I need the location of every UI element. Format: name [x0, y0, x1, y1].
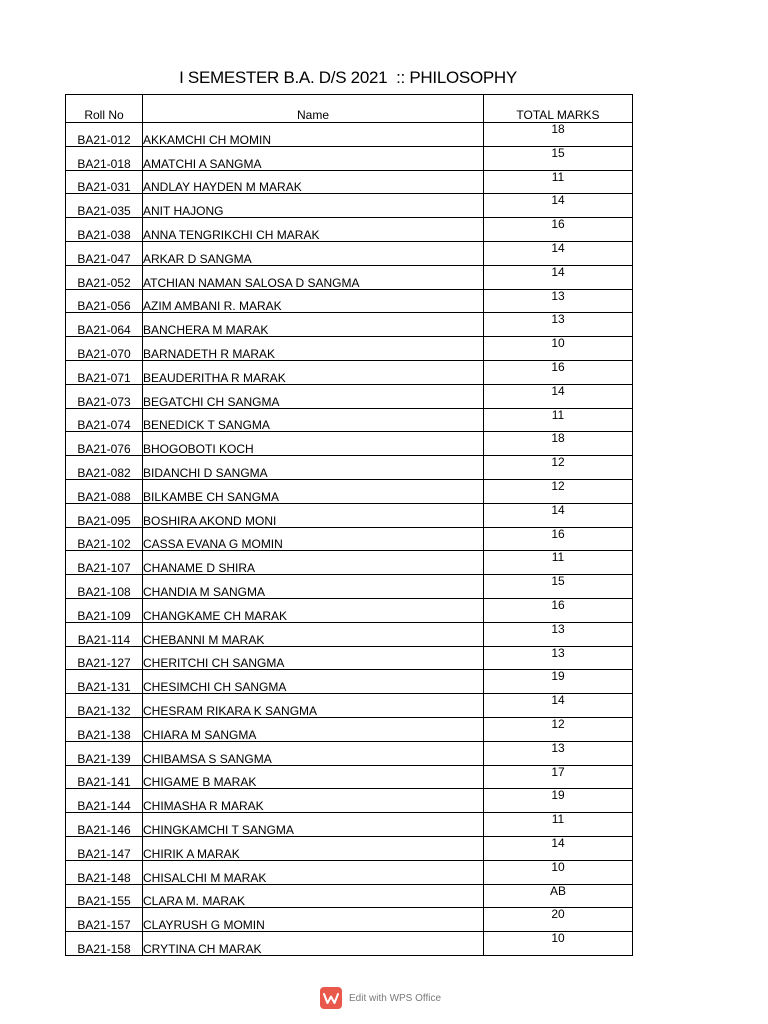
table-row [66, 908, 633, 932]
roll-no-cell: BA21-146 [66, 813, 143, 837]
table-row [66, 575, 633, 599]
total-marks-cell: AB [484, 884, 633, 908]
name-cell: BHOGOBOTI KOCH [143, 432, 484, 456]
column-header-total-marks: TOTAL MARKS [484, 95, 633, 123]
name-cell: CHIRIK A MARAK [143, 836, 484, 860]
table-row [66, 218, 633, 242]
name-cell: AZIM AMBANI R. MARAK [143, 289, 484, 313]
name-cell: CHISALCHI M MARAK [143, 860, 484, 884]
wps-office-badge[interactable] [320, 987, 441, 1009]
name-cell: CLARA M. MARAK [143, 884, 484, 908]
name-cell: CLAYRUSH G MOMIN [143, 908, 484, 932]
table-header-row [66, 95, 633, 123]
name-cell: BEAUDERITHA R MARAK [143, 360, 484, 384]
total-marks-cell: 18 [484, 123, 633, 147]
roll-no-cell: BA21-095 [66, 503, 143, 527]
name-cell: CASSA EVANA G MOMIN [143, 527, 484, 551]
roll-no-cell: BA21-018 [66, 146, 143, 170]
total-marks-cell: 10 [484, 860, 633, 884]
total-marks-cell: 16 [484, 360, 633, 384]
roll-no-cell: BA21-108 [66, 575, 143, 599]
total-marks-cell: 15 [484, 575, 633, 599]
total-marks-cell: 11 [484, 551, 633, 575]
name-cell: CHESIMCHI CH SANGMA [143, 670, 484, 694]
name-cell: ANDLAY HAYDEN M MARAK [143, 170, 484, 194]
roll-no-cell: BA21-056 [66, 289, 143, 313]
column-header-name: Name [143, 95, 484, 123]
table-row [66, 123, 633, 147]
table-row [66, 813, 633, 837]
table-row [66, 884, 633, 908]
name-cell: ARKAR D SANGMA [143, 241, 484, 265]
name-cell: CHANGKAME CH MARAK [143, 598, 484, 622]
total-marks-cell: 14 [484, 836, 633, 860]
roll-no-cell: BA21-158 [66, 932, 143, 956]
roll-no-cell: BA21-076 [66, 432, 143, 456]
name-cell: CHERITCHI CH SANGMA [143, 646, 484, 670]
name-cell: BENEDICK T SANGMA [143, 408, 484, 432]
roll-no-cell: BA21-127 [66, 646, 143, 670]
total-marks-cell: 13 [484, 622, 633, 646]
wps-office-icon [320, 987, 342, 1009]
roll-no-cell: BA21-141 [66, 765, 143, 789]
total-marks-cell: 12 [484, 479, 633, 503]
total-marks-cell: 12 [484, 717, 633, 741]
total-marks-cell: 11 [484, 408, 633, 432]
table-row [66, 289, 633, 313]
roll-no-cell: BA21-157 [66, 908, 143, 932]
roll-no-cell: BA21-047 [66, 241, 143, 265]
total-marks-cell: 16 [484, 527, 633, 551]
total-marks-cell: 20 [484, 908, 633, 932]
table-row [66, 598, 633, 622]
name-cell: AKKAMCHI CH MOMIN [143, 123, 484, 147]
total-marks-cell: 14 [484, 694, 633, 718]
total-marks-cell: 12 [484, 456, 633, 480]
total-marks-cell: 11 [484, 813, 633, 837]
roll-no-cell: BA21-074 [66, 408, 143, 432]
total-marks-cell: 13 [484, 289, 633, 313]
name-cell: BOSHIRA AKOND MONI [143, 503, 484, 527]
total-marks-cell: 14 [484, 194, 633, 218]
total-marks-cell: 13 [484, 646, 633, 670]
name-cell: CHIBAMSA S SANGMA [143, 741, 484, 765]
table-row [66, 717, 633, 741]
total-marks-cell: 11 [484, 170, 633, 194]
roll-no-cell: BA21-082 [66, 456, 143, 480]
name-cell: BIDANCHI D SANGMA [143, 456, 484, 480]
table-row [66, 384, 633, 408]
wps-office-label: Edit with WPS Office [349, 992, 442, 1004]
table-row [66, 670, 633, 694]
column-header-roll-no: Roll No [66, 95, 143, 123]
roll-no-cell: BA21-052 [66, 265, 143, 289]
roll-no-cell: BA21-073 [66, 384, 143, 408]
roll-no-cell: BA21-071 [66, 360, 143, 384]
roll-no-cell: BA21-131 [66, 670, 143, 694]
table-row [66, 408, 633, 432]
table-row [66, 789, 633, 813]
total-marks-cell: 10 [484, 337, 633, 361]
name-cell: BANCHERA M MARAK [143, 313, 484, 337]
name-cell: CHANDIA M SANGMA [143, 575, 484, 599]
total-marks-cell: 14 [484, 503, 633, 527]
name-cell: ATCHIAN NAMAN SALOSA D SANGMA [143, 265, 484, 289]
roll-no-cell: BA21-132 [66, 694, 143, 718]
table-row [66, 432, 633, 456]
table-row [66, 741, 633, 765]
roll-no-cell: BA21-155 [66, 884, 143, 908]
roll-no-cell: BA21-038 [66, 218, 143, 242]
roll-no-cell: BA21-139 [66, 741, 143, 765]
name-cell: CHIMASHA R MARAK [143, 789, 484, 813]
name-cell: CRYTINA CH MARAK [143, 932, 484, 956]
name-cell: ANNA TENGRIKCHI CH MARAK [143, 218, 484, 242]
roll-no-cell: BA21-148 [66, 860, 143, 884]
roll-no-cell: BA21-138 [66, 717, 143, 741]
table-row [66, 527, 633, 551]
table-row [66, 646, 633, 670]
name-cell: ANIT HAJONG [143, 194, 484, 218]
total-marks-cell: 16 [484, 218, 633, 242]
roll-no-cell: BA21-035 [66, 194, 143, 218]
page-title: I SEMESTER B.A. D/S 2021 :: PHILOSOPHY [179, 68, 517, 87]
table-row [66, 337, 633, 361]
name-cell: BILKAMBE CH SANGMA [143, 479, 484, 503]
total-marks-cell: 15 [484, 146, 633, 170]
total-marks-cell: 14 [484, 265, 633, 289]
roll-no-cell: BA21-114 [66, 622, 143, 646]
roll-no-cell: BA21-012 [66, 123, 143, 147]
roll-no-cell: BA21-109 [66, 598, 143, 622]
roll-no-cell: BA21-147 [66, 836, 143, 860]
roll-no-cell: BA21-031 [66, 170, 143, 194]
marks-table [65, 94, 633, 956]
roll-no-cell: BA21-064 [66, 313, 143, 337]
table-row [66, 836, 633, 860]
total-marks-cell: 10 [484, 932, 633, 956]
table-row [66, 313, 633, 337]
name-cell: CHEBANNI M MARAK [143, 622, 484, 646]
table-row [66, 456, 633, 480]
total-marks-cell: 14 [484, 384, 633, 408]
table-row [66, 479, 633, 503]
name-cell: CHINGKAMCHI T SANGMA [143, 813, 484, 837]
table-row [66, 170, 633, 194]
roll-no-cell: BA21-107 [66, 551, 143, 575]
table-row [66, 694, 633, 718]
name-cell: AMATCHI A SANGMA [143, 146, 484, 170]
total-marks-cell: 19 [484, 789, 633, 813]
wps-w-glyph [323, 993, 339, 1004]
table-row [66, 360, 633, 384]
table-row [66, 765, 633, 789]
table-row [66, 146, 633, 170]
name-cell: CHANAME D SHIRA [143, 551, 484, 575]
roll-no-cell: BA21-088 [66, 479, 143, 503]
name-cell: BEGATCHI CH SANGMA [143, 384, 484, 408]
roll-no-cell: BA21-144 [66, 789, 143, 813]
name-cell: CHIGAME B MARAK [143, 765, 484, 789]
name-cell: CHIARA M SANGMA [143, 717, 484, 741]
table-row [66, 194, 633, 218]
table-row [66, 551, 633, 575]
name-cell: BARNADETH R MARAK [143, 337, 484, 361]
roll-no-cell: BA21-102 [66, 527, 143, 551]
name-cell: CHESRAM RIKARA K SANGMA [143, 694, 484, 718]
total-marks-cell: 16 [484, 598, 633, 622]
table-row [66, 265, 633, 289]
table-row [66, 241, 633, 265]
total-marks-cell: 17 [484, 765, 633, 789]
total-marks-cell: 13 [484, 741, 633, 765]
total-marks-cell: 14 [484, 241, 633, 265]
table-row [66, 622, 633, 646]
total-marks-cell: 19 [484, 670, 633, 694]
table-row [66, 860, 633, 884]
total-marks-cell: 18 [484, 432, 633, 456]
table-row [66, 932, 633, 956]
table-row [66, 503, 633, 527]
total-marks-cell: 13 [484, 313, 633, 337]
roll-no-cell: BA21-070 [66, 337, 143, 361]
